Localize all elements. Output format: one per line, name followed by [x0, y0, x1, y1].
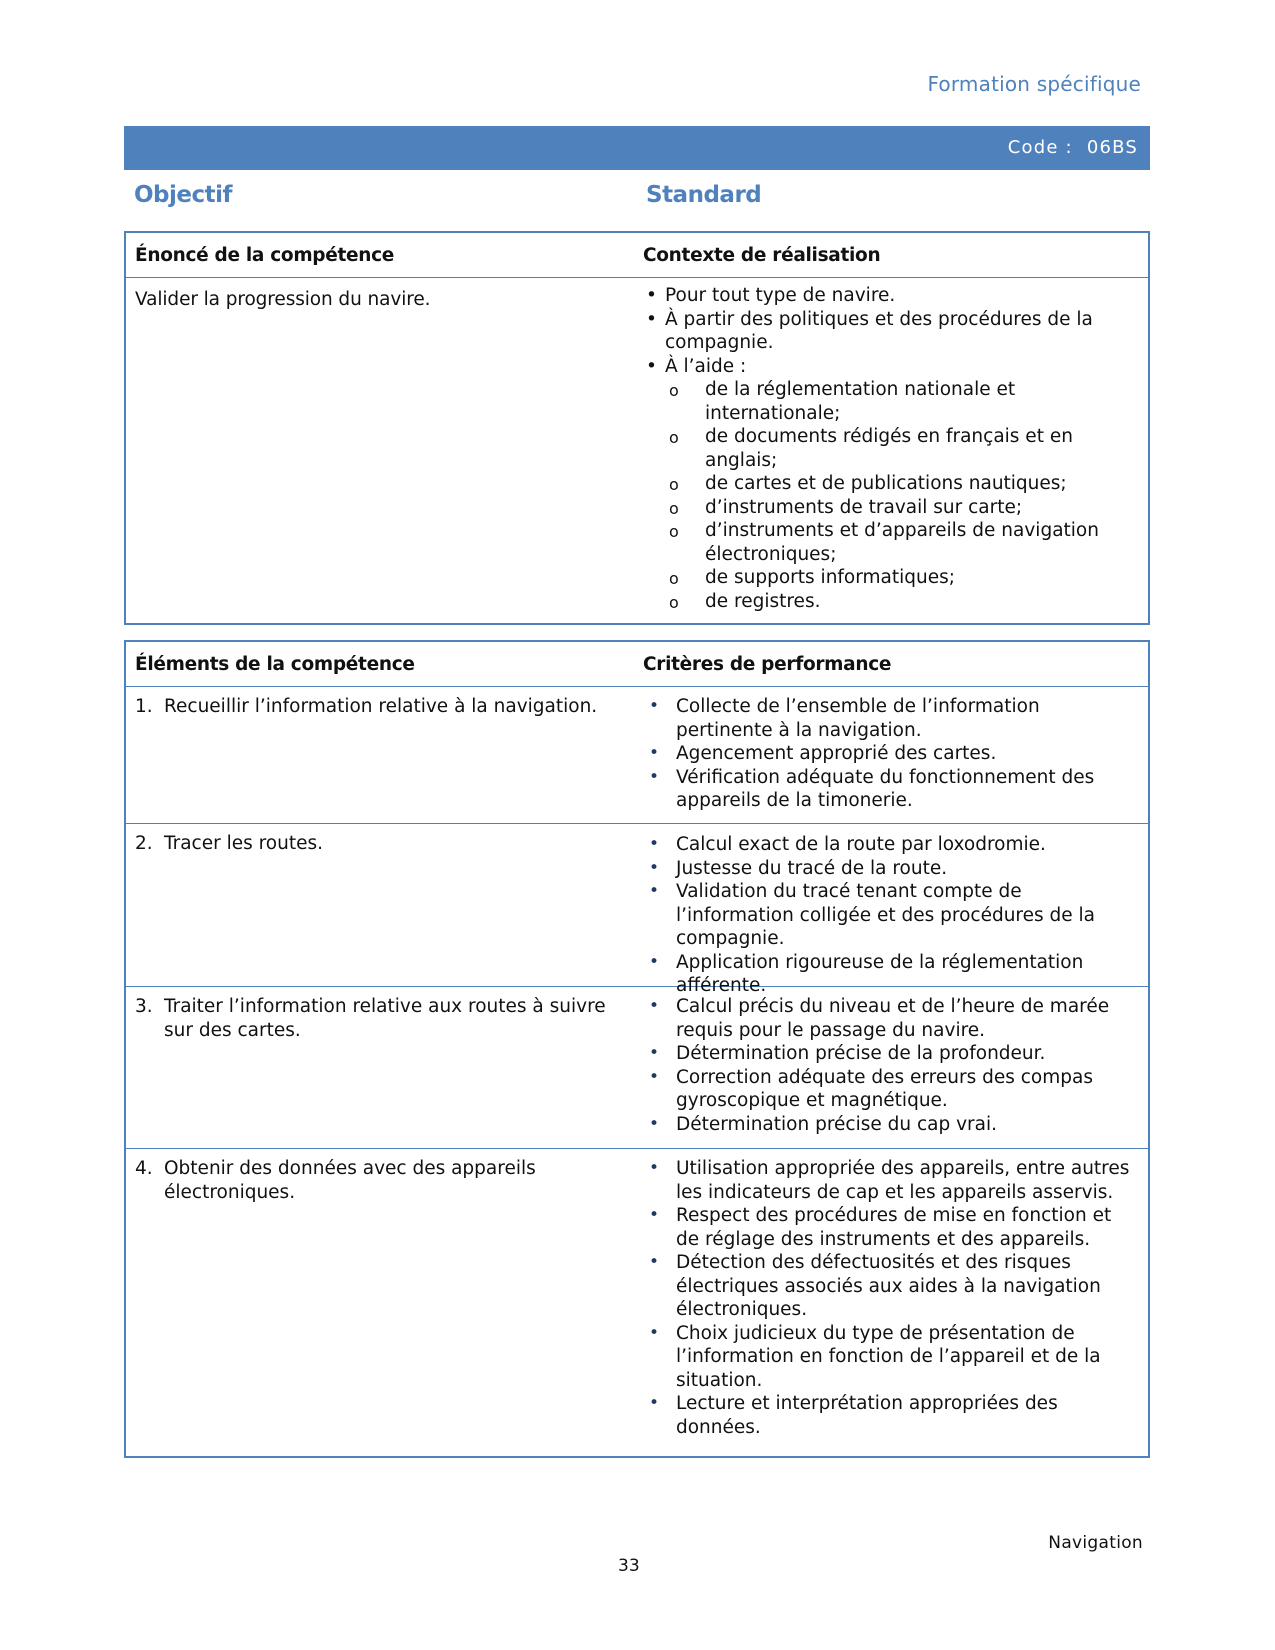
- list-item: • Collecte de l’ensemble de l’information pertinente à la navigation.: [649, 696, 1040, 741]
- table-row: [126, 277, 1148, 622]
- table-row: [126, 986, 1148, 1148]
- bullet-icon: •: [649, 1113, 660, 1134]
- list-item: • Application rigoureuse de la réglementation afférente.: [649, 951, 1084, 996]
- code-value: 06BS: [1086, 137, 1138, 158]
- list-item: • Utilisation appropriée des appareils, entre autres les indicateurs de cap et les appareils asservis.: [649, 1158, 1130, 1203]
- hollow-bullet-icon: o: [669, 381, 679, 400]
- sub-list-item: o de cartes et de publications nautiques;: [665, 472, 1140, 496]
- table-row: [126, 686, 1148, 823]
- footer-section-label: Navigation: [1048, 1533, 1143, 1553]
- section-headings: [134, 182, 1134, 214]
- list-item: • Respect des procédures de mise en fonction et de réglage des instruments et des appareils.: [649, 1205, 1112, 1250]
- list-item: • Détection des défectuosités et des risques électriques associés aux aides à la navigation électroniques.: [649, 1252, 1101, 1320]
- page-number: 33: [618, 1556, 640, 1576]
- list-item: • À l’aide : o de la réglementation nationale et internationale; o de documents rédigés en français et en anglais; o de cartes et de publications nautiques; o d’instruments de travail sur carte; o d’instruments et d’appareils de navigation électroniques; o de supports informatiques; o de registres.: [642, 355, 1140, 614]
- list-item: • À partir des politiques et des procédures de la compagnie.: [646, 308, 1093, 353]
- competency-element: 2. Tracer les routes.: [135, 833, 324, 854]
- list-item: • Détermination précise de la profondeur.: [649, 1043, 1046, 1064]
- sub-list-item: o de registres.: [665, 590, 1140, 614]
- code-label: Code :: [1007, 137, 1073, 158]
- bullet-icon: •: [646, 285, 657, 306]
- bullet-icon: •: [649, 951, 660, 972]
- list-item: • Justesse du tracé de la route.: [649, 857, 948, 879]
- sub-list-item: o d’instruments et d’appareils de navigation électroniques;: [669, 520, 1099, 565]
- hollow-bullet-icon: o: [669, 522, 679, 541]
- objective-heading: Objectif: [134, 182, 233, 208]
- criteria-list: [647, 695, 1140, 813]
- bullet-icon: •: [649, 1043, 660, 1063]
- bullet-icon: •: [649, 1205, 660, 1225]
- table-header-row: [126, 233, 1148, 277]
- competency-element: 3. Traiter l’information relative aux routes à suivre sur des cartes.: [135, 996, 606, 1041]
- bullet-icon: •: [646, 355, 657, 377]
- list-item: • Correction adéquate des erreurs des compas gyroscopique et magnétique.: [649, 1066, 1093, 1111]
- bullet-icon: •: [649, 1066, 660, 1087]
- list-item: • Vérification adéquate du fonctionnement des appareils de la timonerie.: [649, 766, 1095, 811]
- context-list: [642, 284, 1140, 613]
- code-display: [1008, 137, 1138, 158]
- table-header-row: [126, 642, 1148, 686]
- criteria-header: Critères de performance: [643, 653, 892, 675]
- competency-statement: Valider la progression du navire.: [135, 289, 431, 310]
- bullet-icon: •: [649, 857, 660, 878]
- competency-element: 4. Obtenir des données avec des appareils électroniques.: [135, 1158, 536, 1203]
- section-label: Formation spécifique: [927, 72, 1141, 96]
- competency-element: 1. Recueillir l’information relative à la navigation.: [135, 696, 598, 717]
- hollow-bullet-icon: o: [669, 498, 679, 518]
- list-item: • Calcul précis du niveau et de l’heure de marée requis pour le passage du navire.: [649, 996, 1110, 1041]
- bullet-icon: •: [649, 743, 660, 763]
- list-item: • Validation du tracé tenant compte de l’information colligée et des procédures de la compagnie.: [649, 881, 1095, 949]
- bullet-icon: •: [646, 308, 657, 330]
- bullet-icon: •: [649, 834, 660, 854]
- sub-list-item: o d’instruments de travail sur carte;: [665, 496, 1140, 520]
- code-bar: [124, 126, 1150, 170]
- competency-statement-table: [124, 231, 1150, 625]
- bullet-icon: •: [649, 766, 660, 787]
- standard-heading: Standard: [646, 182, 762, 208]
- list-item: • Calcul exact de la route par loxodromie.: [649, 834, 1046, 855]
- table-row: [126, 1148, 1148, 1439]
- list-item: • Agencement approprié des cartes.: [649, 743, 997, 764]
- criteria-list: [647, 995, 1140, 1136]
- hollow-bullet-icon: o: [669, 475, 679, 494]
- sub-list-item: o de la réglementation nationale et internationale;: [669, 379, 1016, 424]
- list-item: • Lecture et interprétation appropriées des données.: [649, 1393, 1058, 1438]
- sub-list-item: o de documents rédigés en français et en anglais;: [669, 426, 1073, 471]
- bullet-icon: •: [649, 996, 660, 1016]
- bullet-icon: •: [649, 696, 660, 716]
- performance-criteria-table: [124, 640, 1150, 1458]
- bullet-icon: •: [649, 881, 660, 901]
- statement-header: Énoncé de la compétence: [135, 244, 395, 266]
- context-header: Contexte de réalisation: [643, 244, 881, 266]
- criteria-list: [647, 1157, 1140, 1439]
- bullet-icon: •: [649, 1393, 660, 1413]
- context-sublist: [665, 378, 1140, 613]
- elements-header: Éléments de la compétence: [135, 653, 415, 675]
- list-item: • Détermination précise du cap vrai.: [649, 1113, 998, 1135]
- hollow-bullet-icon: o: [669, 592, 679, 612]
- bullet-icon: •: [649, 1252, 660, 1272]
- hollow-bullet-icon: o: [669, 428, 679, 447]
- table-row: [126, 823, 1148, 996]
- criteria-list: [647, 833, 1140, 998]
- sub-list-item: o de supports informatiques;: [665, 566, 1140, 590]
- list-item: • Pour tout type de navire.: [646, 285, 896, 306]
- bullet-icon: •: [649, 1158, 660, 1178]
- list-item: • Choix judicieux du type de présentation de l’information en fonction de l’appareil et de la situation.: [649, 1322, 1101, 1391]
- bullet-icon: •: [649, 1322, 660, 1343]
- hollow-bullet-icon: o: [669, 569, 679, 588]
